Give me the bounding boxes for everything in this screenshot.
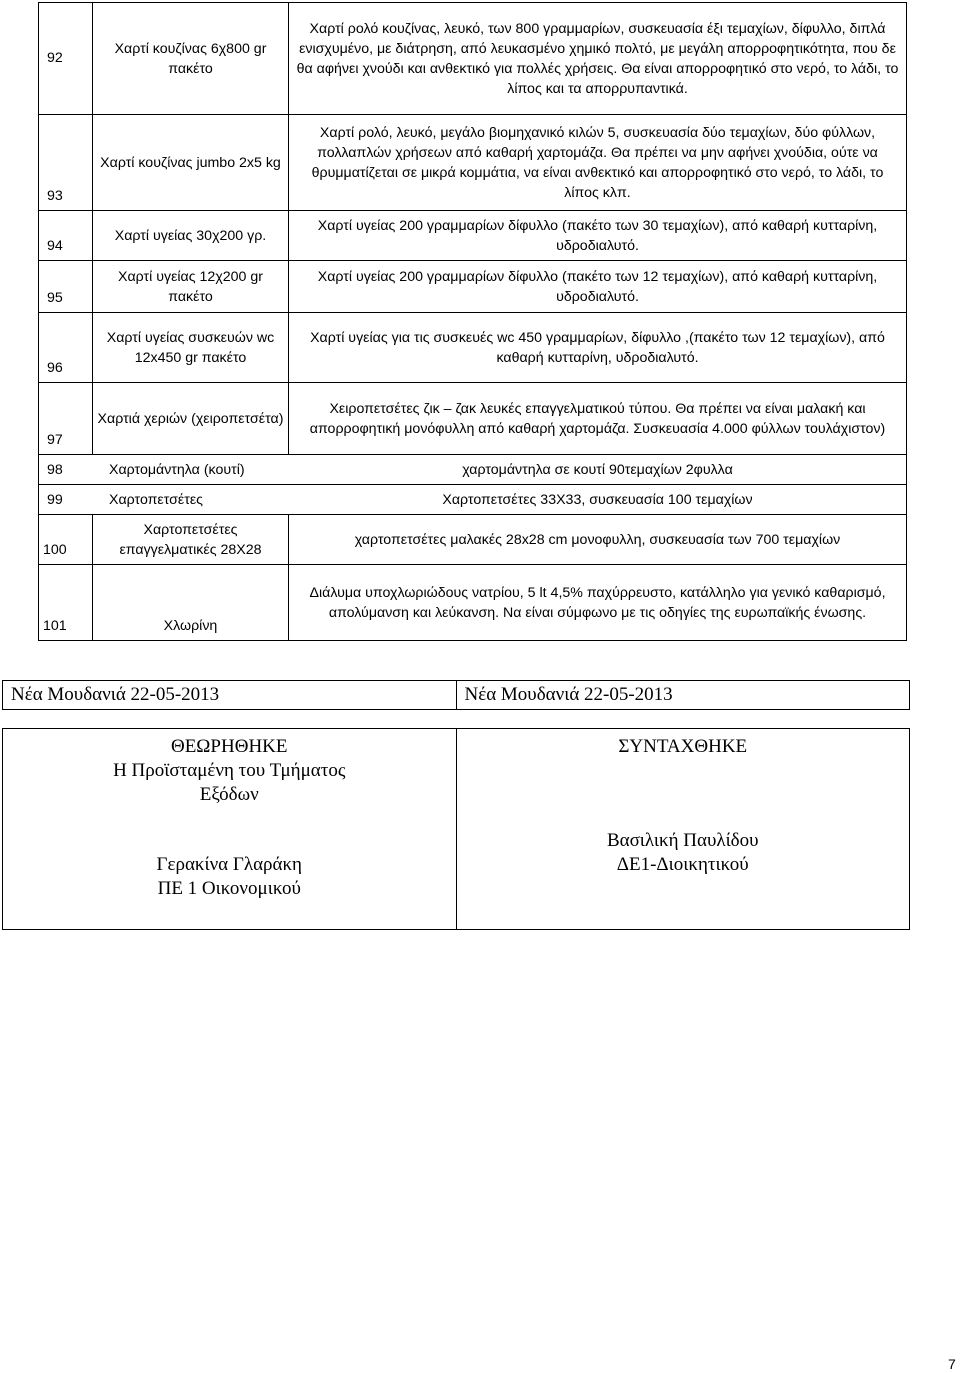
compiler-grade: ΔΕ1-Διοικητικού — [616, 854, 749, 875]
item-name: Χαρτί κουζίνας jumbo 2x5 kg — [93, 115, 289, 211]
item-number: 96 — [39, 313, 93, 383]
items-table — [38, 2, 907, 641]
item-name: Χαρτί υγείας 12χ200 gr πακέτο — [93, 261, 289, 313]
item-name: Χαρτί υγείας συσκευών wc 12x450 gr πακέτο — [93, 313, 289, 383]
item-number: 97 — [39, 383, 93, 455]
table-row — [39, 211, 907, 261]
table-row — [39, 3, 907, 115]
item-name: Χαρτί υγείας 30χ200 γρ. — [93, 211, 289, 261]
table-row — [39, 455, 907, 485]
approver-grade: ΠΕ 1 Οικονομικού — [157, 878, 301, 899]
table-row — [39, 485, 907, 515]
item-number: 92 — [39, 3, 93, 115]
table-row — [39, 261, 907, 313]
item-number: 101 — [39, 565, 93, 641]
table-row — [39, 313, 907, 383]
item-name: Χαρτοπετσέτες — [109, 491, 203, 508]
item-name: Χαρτιά χεριών (χειροπετσέτα) — [93, 383, 289, 455]
item-number: 99 — [47, 491, 63, 508]
item-description: Χειροπετσέτες ζικ – ζακ λευκές επαγγελματικού τύπου. Θα πρέπει να είναι μαλακή και απορροφητική μονόφυλλη από καθαρή χαρτομάζα. Συσκευασία 4.000 φύλλων τουλάχιστον) — [289, 383, 907, 455]
item-description: Χαρτοπετσέτες 33Χ33, συσκευασία 100 τεμαχίων — [442, 491, 753, 508]
item-description: Χαρτί ρολό κουζίνας, λευκό, των 800 γραμμαρίων, συσκευασία έξι τεμαχίων, δίφυλλο, διπλά ενισχυμένο, με διάτρηση, από λευκασμένο χημικό πολτό, με μεγάλη απορροφητικότητα, που δε θα αφήνει χνούδι και ανθεκτικό για πολλές χρήσεις. Θα είναι απορροφητικό στο νερό, το λάδι, το λίπος και τα απορρυπαντικά. — [289, 3, 907, 115]
date-row — [2, 680, 910, 710]
table-row — [39, 383, 907, 455]
item-number: 100 — [39, 515, 93, 565]
item-description: χαρτομάντηλα σε κουτί 90τεμαχίων 2φυλλα — [462, 461, 733, 478]
signature-approved — [3, 729, 456, 929]
item-description: Χαρτί υγείας 200 γραμμαρίων δίφυλλο (πακέτο των 30 τεμαχίων), από καθαρή κυτταρίνη, υδροδιαλυτό. — [289, 211, 907, 261]
table-row — [39, 515, 907, 565]
item-number: 98 — [47, 461, 63, 478]
item-number: 93 — [39, 115, 93, 211]
approver-name: Γερακίνα Γλαράκη — [156, 854, 302, 875]
date-left: Νέα Μουδανιά 22-05-2013 — [11, 684, 220, 705]
item-description: Διάλυμα υποχλωριώδους νατρίου, 5 lt 4,5% παχύρρευστο, κατάλληλο για γενικό καθαρισμό, απολύμανση και λεύκανση. Να είναι σύμφωνο με τις οδηγίες της ευρωπαϊκής ένωσης. — [289, 565, 907, 641]
compiled-title: ΣΥΝΤΑΧΘΗΚΕ — [618, 736, 748, 757]
signature-compiled — [456, 729, 910, 929]
item-number: 94 — [39, 211, 93, 261]
table-row — [39, 565, 907, 641]
date-right: Νέα Μουδανιά 22-05-2013 — [456, 681, 910, 709]
signature-block — [2, 728, 910, 930]
item-number: 95 — [39, 261, 93, 313]
table-row — [39, 115, 907, 211]
approver-department: Εξόδων — [199, 784, 259, 805]
item-description: Χαρτί υγείας για τις συσκευές wc 450 γραμμαρίων, δίφυλλο ,(πακέτο των 12 τεμαχίων), από καθαρή κυτταρίνη, υδροδιαλυτό. — [289, 313, 907, 383]
item-name: Χαρτοπετσέτες επαγγελματικές 28Χ28 — [93, 515, 289, 565]
item-name: Χλωρίνη — [93, 565, 289, 641]
item-description: Χαρτί ρολό, λευκό, μεγάλο βιομηχανικό κιλών 5, συσκευασία δύο τεμαχίων, δύο φύλλων, πολλαπλών χρήσεων από καθαρή χαρτομάζα. Θα πρέπει να μην αφήνει χνούδια, ούτε να θρυμματίζεται σε μικρά κομμάτια, να είναι ανθεκτικό και απορροφητικό στο νερό, το λάδι, το λίπος κλπ. — [289, 115, 907, 211]
item-name: Χαρτομάντηλα (κουτί) — [109, 461, 245, 478]
approved-title: ΘΕΩΡΗΘΗΚΕ — [170, 736, 288, 757]
compiler-name: Βασιλική Παυλίδου — [606, 830, 759, 851]
item-name: Χαρτί κουζίνας 6χ800 gr πακέτο — [93, 3, 289, 115]
item-description: χαρτοπετσέτες μαλακές 28x28 cm μονοφυλλη, συσκευασία των 700 τεμαχίων — [289, 515, 907, 565]
approver-role: Η Προϊσταμένη του Τμήματος — [113, 760, 346, 781]
item-description: Χαρτί υγείας 200 γραμμαρίων δίφυλλο (πακέτο των 12 τεμαχίων), από καθαρή κυτταρίνη, υδροδιαλυτό. — [289, 261, 907, 313]
page-number: 7 — [948, 1356, 956, 1372]
